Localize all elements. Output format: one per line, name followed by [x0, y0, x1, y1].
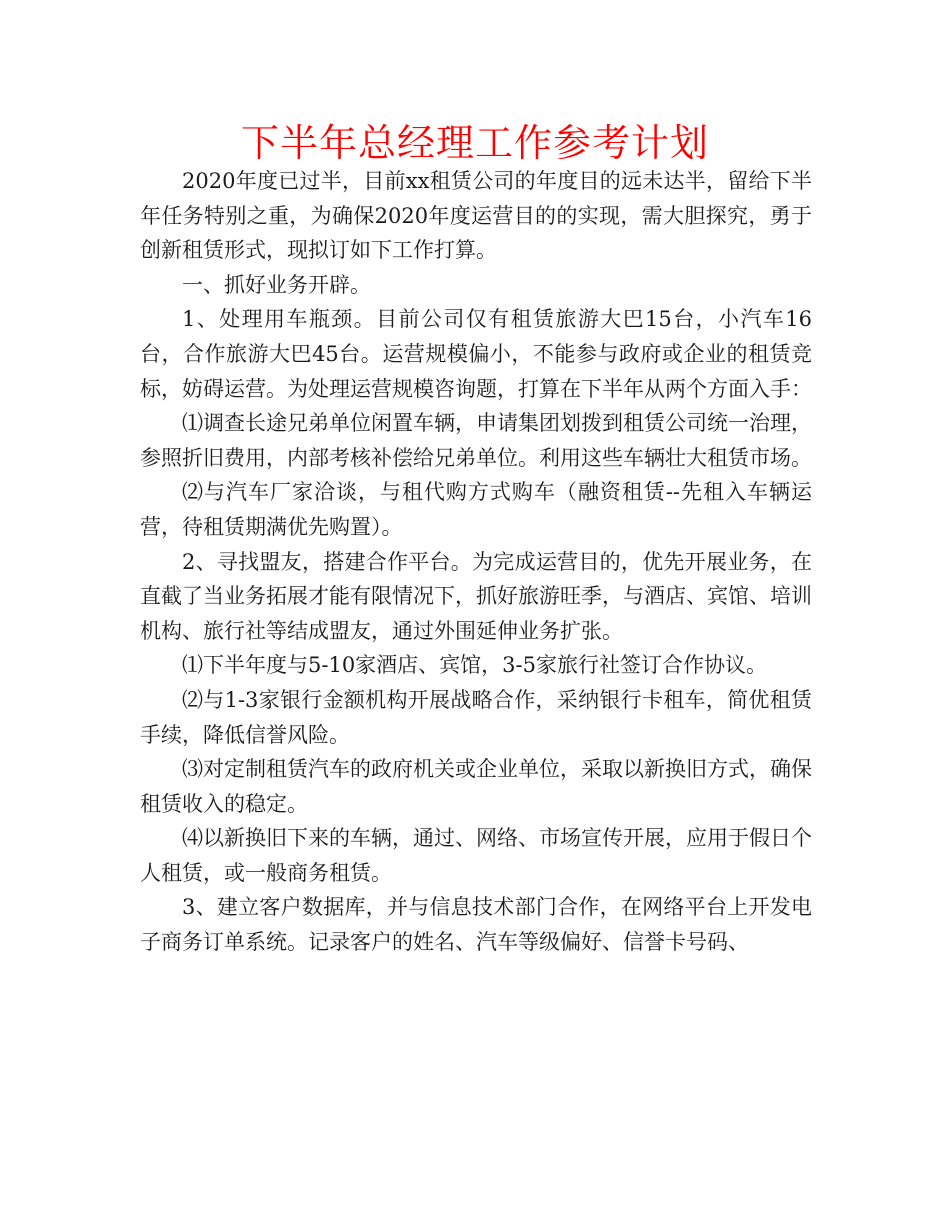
document-title: 下半年总经理工作参考计划 [240, 121, 709, 165]
paragraph: ⑵与汽车厂家洽谈，与租代购方式购车（融资租赁--先租入车辆运营，待租赁期满优先购置）。 [140, 480, 812, 539]
paragraph: ⑴下半年度与5-10家酒店、宾馆，3-5家旅行社签订合作协议。 [182, 653, 767, 678]
paragraph: 1、处理用车瓶颈。目前公司仅有租赁旅游大巴15台，小汽车16台，合作旅游大巴45台。运营规模偏小，不能参与政府或企业的租赁竞标，妨碍运营。为处理运营规模咨询题，打算在下半年从两个方面入手： [140, 307, 812, 401]
paragraph: 2、寻找盟友，搭建合作平台。为完成运营目的，优先开展业务，在直截了当业务拓展才能有限情况下，抓好旅游旺季，与酒店、宾馆、培训机构、旅行社等结成盟友，通过外围延伸业务扩张。 [140, 549, 812, 643]
paragraph: 一、抓好业务开辟。 [182, 272, 371, 297]
document-body [140, 164, 812, 960]
paragraph: ⑷以新换旧下来的车辆，通过、网络、市场宣传开展，应用于假日个人租赁，或一般商务租赁。 [140, 826, 812, 885]
paragraph: 2020年度已过半，目前xx租赁公司的年度目的远未达半，留给下半年任务特别之重，为确保2020年度运营目的的实现，需大胆探究，勇于创新租赁形式，现拟订如下工作打算。 [140, 169, 812, 263]
paragraph: ⑵与1-3家银行金额机构开展战略合作，采纳银行卡租车，简优租赁手续，降低信誉风险。 [140, 687, 812, 747]
paragraph: ⑶对定制租赁汽车的政府机关或企业单位，采取以新换旧方式，确保租赁收入的稳定。 [140, 757, 812, 816]
paragraph: 3、建立客户数据库，并与信息技术部门合作，在网络平台上开发电子商务订单系统。记录客户的姓名、汽车等级偏好、信誉卡号码、 [140, 895, 812, 955]
paragraph: ⑴调查长途兄弟单位闲置车辆，申请集团划拨到租赁公司统一治理，参照折旧费用，内部考核补偿给兄弟单位。利用这些车辆壮大租赁市场。 [140, 411, 812, 470]
